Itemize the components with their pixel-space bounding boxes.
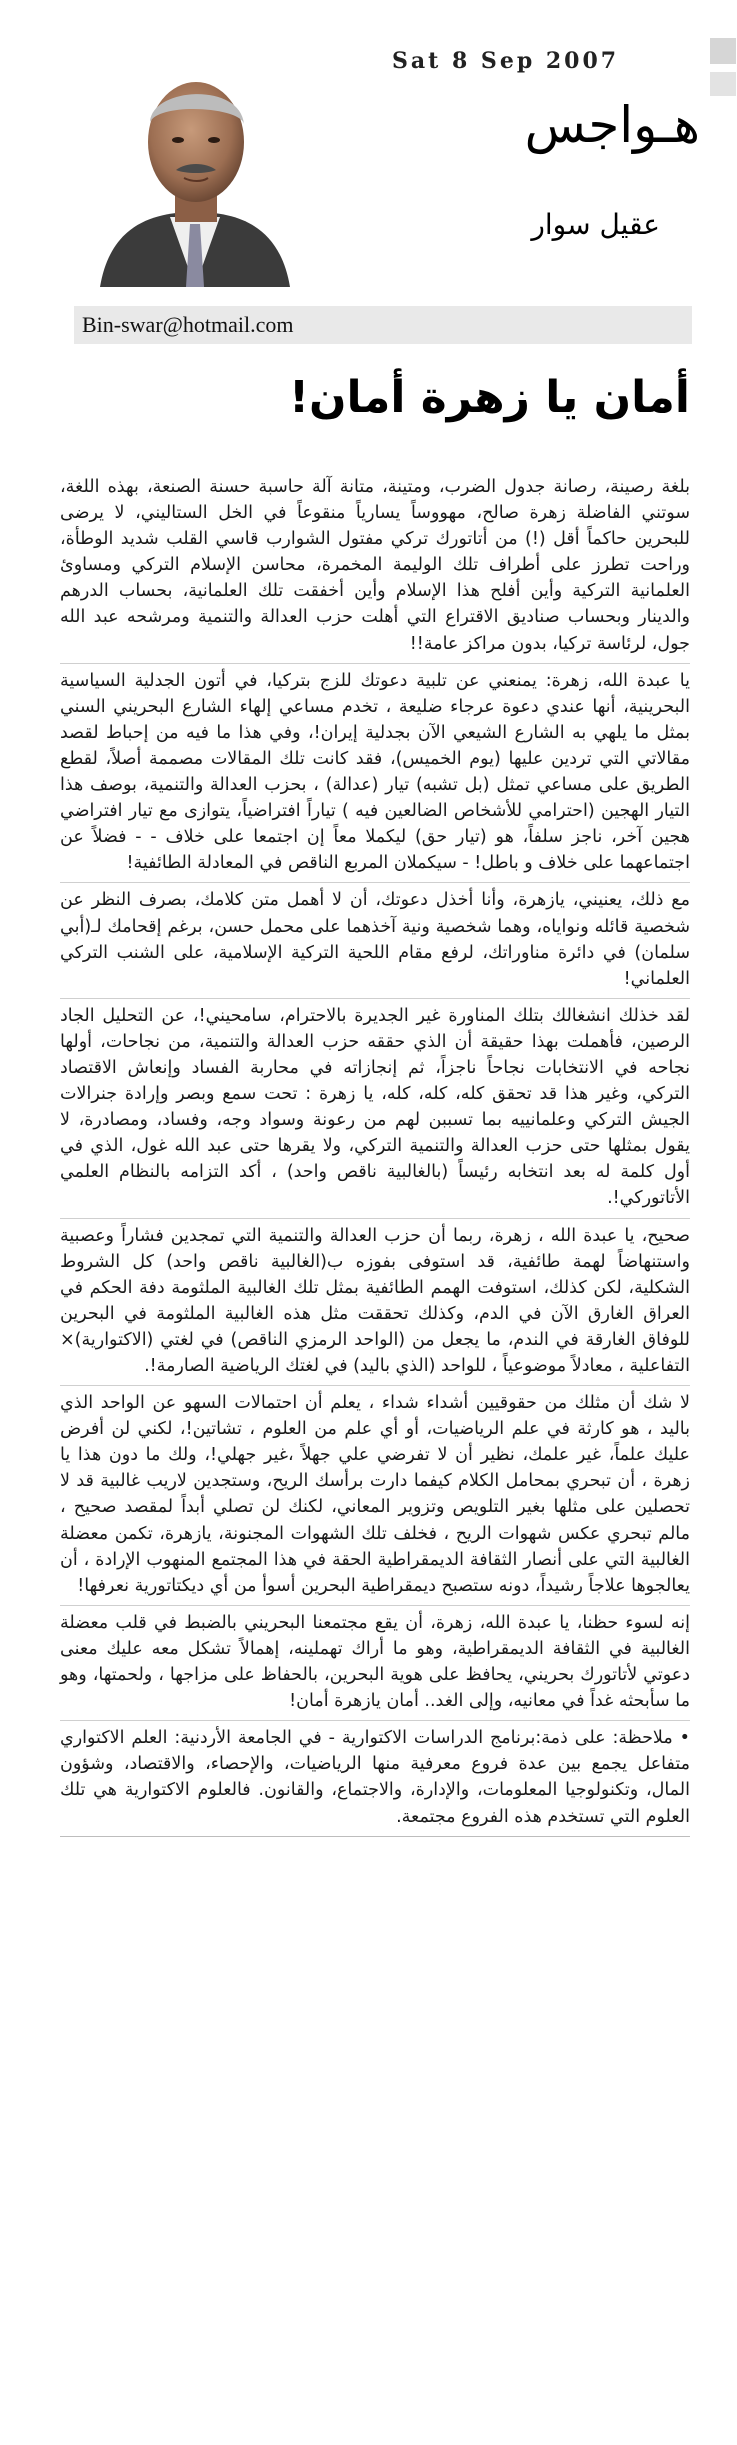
issue-date: Sat 8 Sep 2007	[392, 48, 620, 74]
article-paragraph: مع ذلك، يعنيني، يازهرة، وأنا أخذل دعوتك، أن لا أهمل متن كلامك، بصرف النظر عن شخصية قائله ونواياه، وهما شخصية ونية آخذهما على محمل حسن، برغم إقحامك لـ(أبي سلمان) في دائرة مناوراتك، لرفع مقام اللحية التركية الإسلامية، على الشنب التركي العلماني!	[60, 883, 690, 998]
article-note: • ملاحظة: على ذمة:برنامج الدراسات الاكتوارية - في الجامعة الأردنية: العلم الاكتواري متفاعل يجمع بين عدة فروع معرفية منها الرياضيات، والإحصاء، والاقتصاد، وشؤون المال، وتكنولوجيا المعلومات، والإدارة، والاجتماع، والقانون. فالعلوم الاكتوارية هي تلك العلوم التي تستخدم هذه الفروع مجتمعة.	[60, 1721, 690, 1836]
article-headline: أمان يا زهرة أمان!	[288, 372, 690, 423]
article-paragraph: بلغة رصينة، رصانة جدول الضرب، ومتينة، متانة آلة حاسبة حسنة الصنعة، بهذه اللغة، سوتني الفاضلة زهرة صالح، مهووساً يسارياً منقوعاً في الخل الستاليني، لا يرضى للبحرين حاكماً أقل (!) من أتاتورك تركي مفتول الشوارب قاسي القلب شديد الوطأة، وراحت تطرز على أطراف تلك الوليمة المخمرة، محاسن الإسلام التركي ومساوئ العلمانية التركية وأين أفلح هذا الإسلام وأين أخفقت تلك العلمانية، بحساب الدرهم والدينار وبحساب صناديق الاقتراع التي أهلت حزب العدالة والتنمية ومرشحه عبد الله جول، لرئاسة تركيا، بدون مراكز عامة!!	[60, 470, 690, 664]
article-paragraph: يا عبدة الله، زهرة: يمنعني عن تلبية دعوتك للزج بتركيا، في أتون الجدلية السياسية البحرينية، أنها عندي دعوة عرجاء ضليعة ، تخدم مساعي إلهاء الشارع البحريني السني بمثل ما يلهي به الشارع الشيعي الآن بجدلية إيران!، وفي هذا ما فيه من إحباط لقصد مقالاتي التي تردين عليها (يوم الخميس)، فقد كانت تلك المقالات مصممة أصلاً، لقطع الطريق على مساعي تمثل (بل تشبه) تيار (عدالة) ، بحزب العدالة والتنمية، بوصف هذا التيار الهجين (احترامي للأشخاص الضالعين فيه ) تياراً افتراضياً، يتوازى مع تيار افتراضي هجين آخر، ناجز سلفاً، هو (تيار حق) ليكملا معاً إن اجتمعا على خلاف - - فضلاً عن اجتماعهما على خلاف و باطل! - سيكملان المربع الناقص في المعادلة الطائفية!	[60, 664, 690, 884]
article-paragraph: لقد خذلك انشغالك بتلك المناورة غير الجديرة بالاحترام، سامحيني!، عن التحليل الجاد الرصين، فأهملت بهذا حقيقة أن الذي حققه حزب العدالة والتنمية، من نجاحات، أولها نجاحه في الانتخابات نجاحاً ناجزاً، ثم إنجازاته في محاربة الفساد وإنعاش الاقتصاد التركي، وغير هذا قد تحقق كله، كله، كله، يا زهرة : تحت سمع وبصر وإرادة جنرالات الجيش التركي وعلمانييه بما تسببن لهم من رعونة وسواد وجه، وفساد، ومصادرة، لا يقول بمثلها حتى حزب العدالة والتنمية التركي، ولا يقرها حتى عبد الله غول، الذي في أول كلمة له بعد انتخابه رئيساً (بالغالبية ناقص واحد) ، أكد التزامه بالنظام العلمي الأتاتوركي!.	[60, 999, 690, 1219]
email-bar	[74, 306, 692, 344]
scrollbar[interactable]	[707, 38, 737, 2445]
author-name: عقيل سوار	[531, 208, 660, 241]
article-body	[60, 470, 690, 1837]
column-title: هـواجس	[524, 96, 700, 154]
scroll-up-button[interactable]	[710, 38, 736, 64]
article-paragraph: إنه لسوء حظنا، يا عبدة الله، زهرة، أن يقع مجتمعنا البحريني بالضبط في قلب معضلة الغالبية في الثقافة الديمقراطية، وهو ما أراك تهملينه، إهمالاً تشكل معه عليك معنى دعوتي لأتاتورك بحريني، يحافظ على هوية البحرين، بالحفاظ على مزاجها ، ولحمتها، وهو ما سأبحثه غداً في معانيه، وإلى الغد.. أمان يازهرة أمان!	[60, 1606, 690, 1721]
article-paragraph: لا شك أن مثلك من حقوقيين أشداء شداء ، يعلم أن احتمالات السهو عن الواحد الذي باليد ، هو كارثة في علم الرياضيات، أو أي علم من العلوم ، تشاتين!، لكني لن أفرض عليك علماً، غير علمك، نظير أن لا تفرضي علي جهلاً ،غير جهلي!، ولك ما دون هذا يا زهرة ، أن تبحري بمحامل الكلام كيفما دارت برأسك الريح، وستجدين لاريب غالبية قد لا تحصلين على مثلها بغير التلويص وتزوير المعاني، لكنك لن تصلي أبداً لمقصد صحيح ، مالم تبحري عكس شهوات الريح ، فخلف تلك الشهوات المجنونة، يازهرة، تكمن معضلة الغالبية التي على أنصار الثقافة الديمقراطية الحقة في هذا المجتمع المنهوب الإرادة ، أن يعالجوها علاجاً رشيداً، دونه ستصبح ديمقراطية البحرين أسوأ من أي ديكتاتورية نعرفها!	[60, 1386, 690, 1606]
author-photo	[90, 52, 300, 287]
article-paragraph: صحيح، يا عبدة الله ، زهرة، ربما أن حزب العدالة والتنمية التي تمجدين فشاراً وعصبية واستنهاضاً لهمة طائفية، قد استوفى بفوزه ب(الغالبية ناقص واحد) كل الشروط الشكلية، لكن كذلك، استوفت الهمم الطائفية بمثل تلك الغالبية الملثومة دفة الحكم في العراق الغارق الآن في الدم، وكذلك تحققت مثل هذه الغالبية الملثومة في البحرين للوفاق الغارقة في الندم، ما يجعل من (الواحد الرمزي الناقص) في لغتي (الاكتوارية)× التفاعلية ، معادلاً موضوعياً ، للواحد (الذي باليد) في لغتك الرياضية الصارمة!.	[60, 1219, 690, 1387]
scroll-thumb[interactable]	[710, 72, 736, 96]
author-email[interactable]: Bin-swar@hotmail.com	[82, 312, 294, 337]
